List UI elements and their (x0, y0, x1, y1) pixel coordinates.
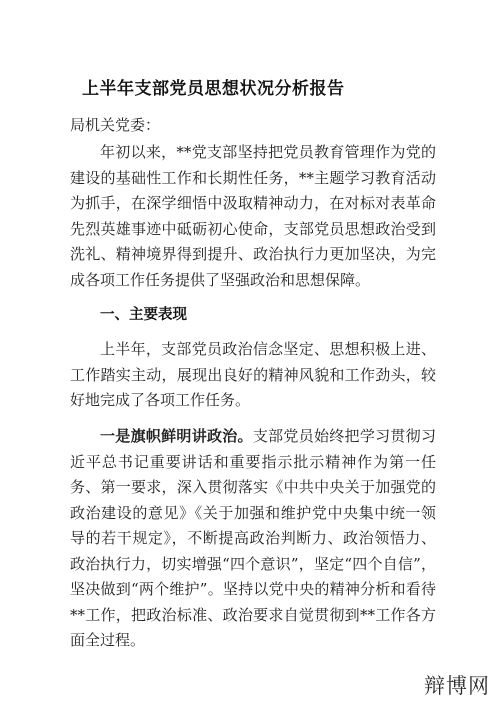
site-watermark: 辩博网 (424, 674, 490, 698)
section-summary-paragraph: 上半年，支部党员政治信念坚定、思想积极上进、工作踏实主动，展现出良好的精神风貌和工作劲头，较好地完成了各项工作任务。 (70, 340, 436, 409)
document-title: 上半年支部党员思想状况分析报告 (82, 79, 345, 99)
salutation: 局机关党委： (70, 116, 161, 134)
section-heading-main-performance: 一、主要表现 (100, 307, 187, 323)
point-one-lead: 一是旗帜鲜明讲政治。 (100, 427, 253, 445)
point-one-body: 支部党员始终把学习贯彻习近平总书记重要讲话和重要指示批示精神作为第一任务、第一要求，深入贯彻落实《中共中央关于加强党的政治建设的意见》《关于加强和维护党中央集中统一领导的若干规定》，不断提高政治判断力、政治领悟力、政治执行力，切实增强“四个意识”，坚定“四个自信”，坚决做到“两个维护”。坚持以党中央的精神分析和看待**工作，把政治标准、政治要求自觉贯彻到**工作各方面全过程。 (70, 427, 436, 649)
intro-paragraph: 年初以来，**党支部坚持把党员教育管理作为党的建设的基础性工作和长期性任务，**主题学习教育活动为抓手，在深学细悟中汲取精神动力，在对标对表革命先烈英雄事迹中砥砺初心使命，支部党员思想政治受到洗礼、精神境界得到提升、政治执行力更加坚决，为完成各项工作任务提供了坚强政治和思想保障。 (70, 143, 436, 289)
point-one-paragraph (70, 424, 436, 654)
